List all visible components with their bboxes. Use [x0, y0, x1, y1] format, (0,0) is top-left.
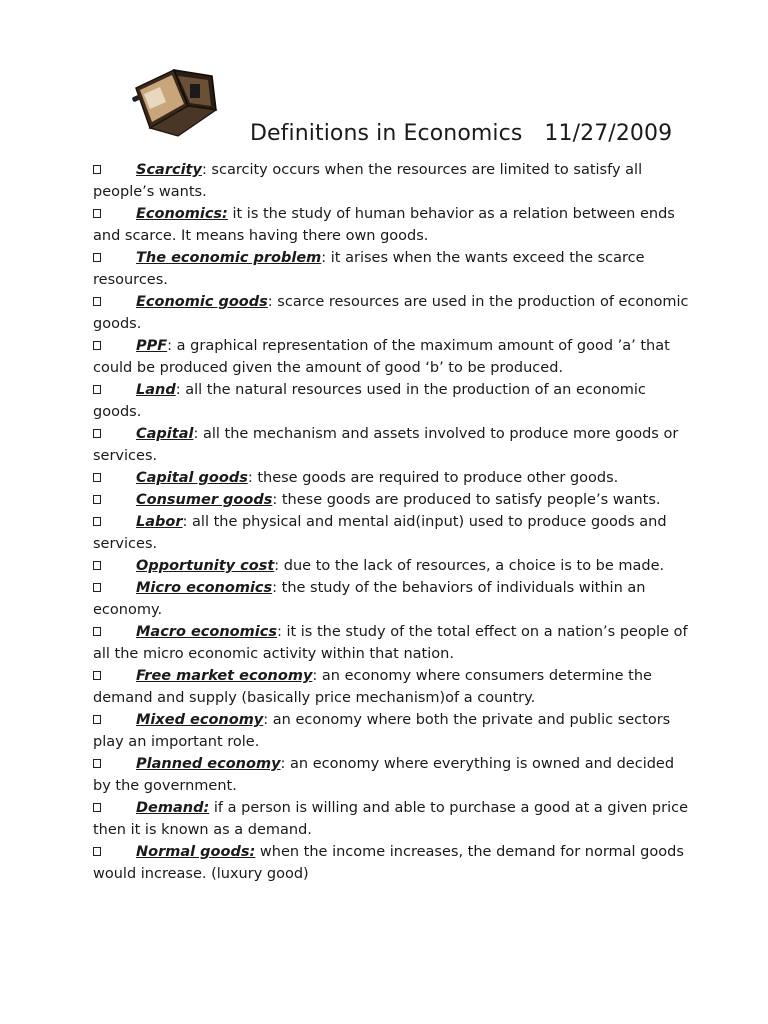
definition-term: Labor	[136, 514, 183, 530]
definition-item	[93, 159, 693, 203]
definition-text: : the study of the behaviors of individuals within an economy.	[93, 580, 646, 618]
checkbox-bullet-icon	[93, 341, 101, 350]
definition-term: The economic problem	[136, 250, 322, 266]
checkbox-bullet-icon	[93, 165, 101, 174]
checkbox-bullet-icon	[93, 253, 101, 262]
checkbox-bullet-icon	[93, 297, 101, 306]
definition-term: Capital goods	[136, 470, 248, 486]
definition-item	[93, 379, 693, 423]
checkbox-bullet-icon	[93, 671, 101, 680]
definition-item	[93, 291, 693, 335]
definition-text: : an economy where everything is owned and decided by the government.	[93, 756, 675, 794]
definition-text: : it is the study of the total effect on a nation’s people of all the micro economic activity within that nation.	[93, 624, 688, 662]
checkbox-bullet-icon	[93, 517, 101, 526]
briefcase-icon	[130, 66, 220, 138]
definition-item	[93, 753, 693, 797]
definition-text: : scarcity occurs when the resources are limited to satisfy all people’s wants.	[93, 162, 643, 200]
definition-item	[93, 203, 693, 247]
checkbox-bullet-icon	[93, 429, 101, 438]
definition-term: Normal goods:	[136, 844, 256, 860]
definition-text: : all the mechanism and assets involved to produce more goods or services.	[93, 426, 679, 464]
definition-text: : it arises when the wants exceed the scarce resources.	[93, 250, 645, 288]
definition-item	[93, 621, 693, 665]
definition-term: Economic goods	[136, 294, 268, 310]
checkbox-bullet-icon	[93, 627, 101, 636]
definition-text: if a person is willing and able to purchase a good at a given price then it is known as a demand.	[93, 800, 689, 838]
definition-term: Capital	[136, 426, 194, 442]
definition-text: it is the study of human behavior as a relation between ends and scarce. It means having there own goods.	[93, 206, 675, 244]
checkbox-bullet-icon	[93, 385, 101, 394]
checkbox-bullet-icon	[93, 715, 101, 724]
definition-text: : these goods are produced to satisfy people’s wants.	[272, 492, 661, 508]
definition-text: : all the natural resources used in the production of an economic goods.	[93, 382, 646, 420]
checkbox-bullet-icon	[93, 495, 101, 504]
definition-term: Opportunity cost	[136, 558, 275, 574]
definition-term: Free market economy	[136, 668, 313, 684]
definition-term: Mixed economy	[136, 712, 264, 728]
definition-text: : an economy where both the private and public sectors play an important role.	[93, 712, 671, 750]
definition-item	[93, 709, 693, 753]
definition-item	[93, 665, 693, 709]
definition-term: Land	[136, 382, 176, 398]
definition-item	[93, 335, 693, 379]
definition-term: Consumer goods	[136, 492, 273, 508]
definition-text: : a graphical representation of the maximum amount of good ’a’ that could be produced given the amount of good ‘b’ to be produced.	[93, 338, 670, 376]
definition-text: : these goods are required to produce other goods.	[247, 470, 619, 486]
title-text: Definitions in Economics	[250, 121, 523, 146]
definition-term: Economics:	[136, 206, 228, 222]
definition-term: Micro economics	[136, 580, 273, 596]
document-title	[250, 121, 672, 146]
definition-item	[93, 247, 693, 291]
definition-term: Scarcity	[136, 162, 202, 178]
definition-term: PPF	[136, 338, 168, 354]
checkbox-bullet-icon	[93, 583, 101, 592]
definition-text: when the income increases, the demand for normal goods would increase. (luxury good)	[93, 844, 684, 882]
definition-item	[93, 577, 693, 621]
definition-term: Planned economy	[136, 756, 281, 772]
definitions-list	[93, 159, 693, 885]
checkbox-bullet-icon	[93, 209, 101, 218]
definition-item	[93, 841, 693, 885]
definition-text: : due to the lack of resources, a choice is to be made.	[274, 558, 665, 574]
document-date: 11/27/2009	[544, 121, 673, 146]
definition-item	[93, 423, 693, 467]
definition-text: : scarce resources are used in the production of economic goods.	[93, 294, 689, 332]
definition-text: : an economy where consumers determine the demand and supply (basically price mechanism)of a country.	[93, 668, 652, 706]
checkbox-bullet-icon	[93, 473, 101, 482]
definition-term: Macro economics	[136, 624, 277, 640]
checkbox-bullet-icon	[93, 803, 101, 812]
definition-item	[93, 797, 693, 841]
definition-item	[93, 489, 693, 511]
definition-text: : all the physical and mental aid(input) used to produce goods and services.	[93, 514, 667, 552]
definition-item	[93, 467, 693, 489]
definition-item	[93, 555, 693, 577]
definition-item	[93, 511, 693, 555]
checkbox-bullet-icon	[93, 847, 101, 856]
checkbox-bullet-icon	[93, 561, 101, 570]
checkbox-bullet-icon	[93, 759, 101, 768]
definition-term: Demand:	[136, 800, 210, 816]
